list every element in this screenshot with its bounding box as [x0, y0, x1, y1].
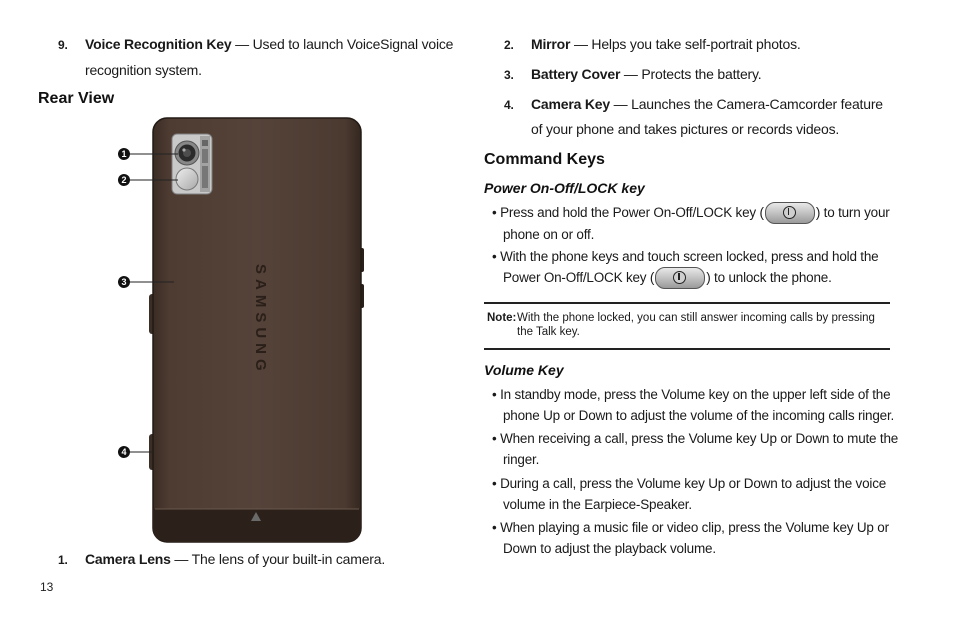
volume-bullet-2-continued: ringer. [503, 452, 540, 467]
bullet-icon: • [492, 476, 501, 491]
power-bullet-1 [492, 202, 890, 224]
bullet-icon: • [492, 205, 501, 220]
item-text: — Used to launch VoiceSignal voice [231, 36, 454, 52]
item-text: — The lens of your built-in camera. [170, 551, 386, 567]
callout-3: 3 [118, 276, 130, 288]
volume-bullet-1 [492, 384, 890, 406]
item-3 [504, 62, 761, 88]
item-number: 2. [504, 38, 514, 52]
rear-view-heading: Rear View [38, 90, 115, 107]
item-term: Battery Cover [531, 66, 621, 82]
power-key-icon [765, 202, 815, 224]
power-bullet-2-continued [503, 267, 832, 289]
power-bullet-1-continued: phone on or off. [503, 227, 595, 242]
command-keys-heading: Command Keys [484, 151, 605, 168]
volume-bullet-3 [492, 473, 886, 495]
item-9 [58, 32, 453, 58]
item-number: 4. [504, 98, 514, 112]
power-bullet-2 [492, 246, 878, 268]
item-term: Voice Recognition Key [85, 36, 232, 52]
item-text: — Launches the Camera-Camcorder feature [609, 96, 883, 112]
bullet-icon: • [492, 249, 501, 264]
item-number: 3. [504, 68, 514, 82]
bullet-text: With the phone keys and touch screen locked, press and hold the [500, 249, 879, 264]
volume-bullet-1-continued: phone Up or Down to adjust the volume of the incoming calls ringer. [503, 408, 895, 423]
item-4 [504, 92, 883, 118]
note [487, 311, 875, 325]
bullet-text: ) to unlock the phone. [706, 270, 832, 285]
volume-bullet-2 [492, 428, 898, 450]
item-text: — Protects the battery. [620, 66, 762, 82]
note-text: With the phone locked, you can still answer incoming calls by pressing [517, 312, 875, 324]
mirror [176, 168, 198, 190]
phone-rear-illustration [112, 116, 368, 544]
item-2 [504, 32, 801, 58]
item-term: Camera Key [531, 96, 610, 112]
bullet-text: During a call, press the Volume key Up or Down to adjust the voice [500, 476, 887, 491]
volume-bullet-3-continued: volume in the Earpiece-Speaker. [503, 497, 692, 512]
power-key-icon [655, 267, 705, 289]
bullet-text: Power On-Off/LOCK key ( [503, 270, 655, 285]
bullet-text: Press and hold the Power On-Off/LOCK key ( [500, 205, 764, 220]
callout-2: 2 [118, 174, 130, 186]
item-4-continued: of your phone and takes pictures or records videos. [531, 121, 840, 137]
bullet-text: In standby mode, press the Volume key on the upper left side of the [500, 387, 891, 402]
power-key-heading: Power On-Off/LOCK key [484, 180, 645, 196]
volume-bullet-4-continued: Down to adjust the playback volume. [503, 541, 716, 556]
volume-bullet-4 [492, 517, 889, 539]
volume-key-heading: Volume Key [484, 362, 564, 378]
item-term: Camera Lens [85, 551, 171, 567]
item-term: Mirror [531, 36, 571, 52]
bullet-icon: • [492, 520, 501, 535]
note-bottom-rule [484, 348, 890, 350]
bullet-text: When playing a music file or video clip, press the Volume key Up or [500, 520, 889, 535]
bullet-text: ) to turn your [815, 205, 890, 220]
item-number: 9. [58, 38, 68, 52]
item-number: 1. [58, 553, 68, 567]
bottom-cap [153, 509, 361, 541]
callout-4: 4 [118, 446, 130, 458]
bullet-text: When receiving a call, press the Volume key Up or Down to mute the [500, 431, 899, 446]
bullet-icon: • [492, 431, 501, 446]
note-top-rule [484, 302, 890, 304]
item-1 [58, 547, 385, 573]
bullet-icon: • [492, 387, 501, 402]
samsung-logo: SAMSUNG [252, 264, 269, 376]
page-number: 13 [40, 580, 54, 594]
note-continued: the Talk key. [517, 326, 580, 338]
item-9-continued: recognition system. [85, 62, 202, 78]
note-label: Note: [487, 312, 517, 324]
item-text: — Helps you take self-portrait photos. [570, 36, 801, 52]
callout-1: 1 [118, 148, 130, 160]
